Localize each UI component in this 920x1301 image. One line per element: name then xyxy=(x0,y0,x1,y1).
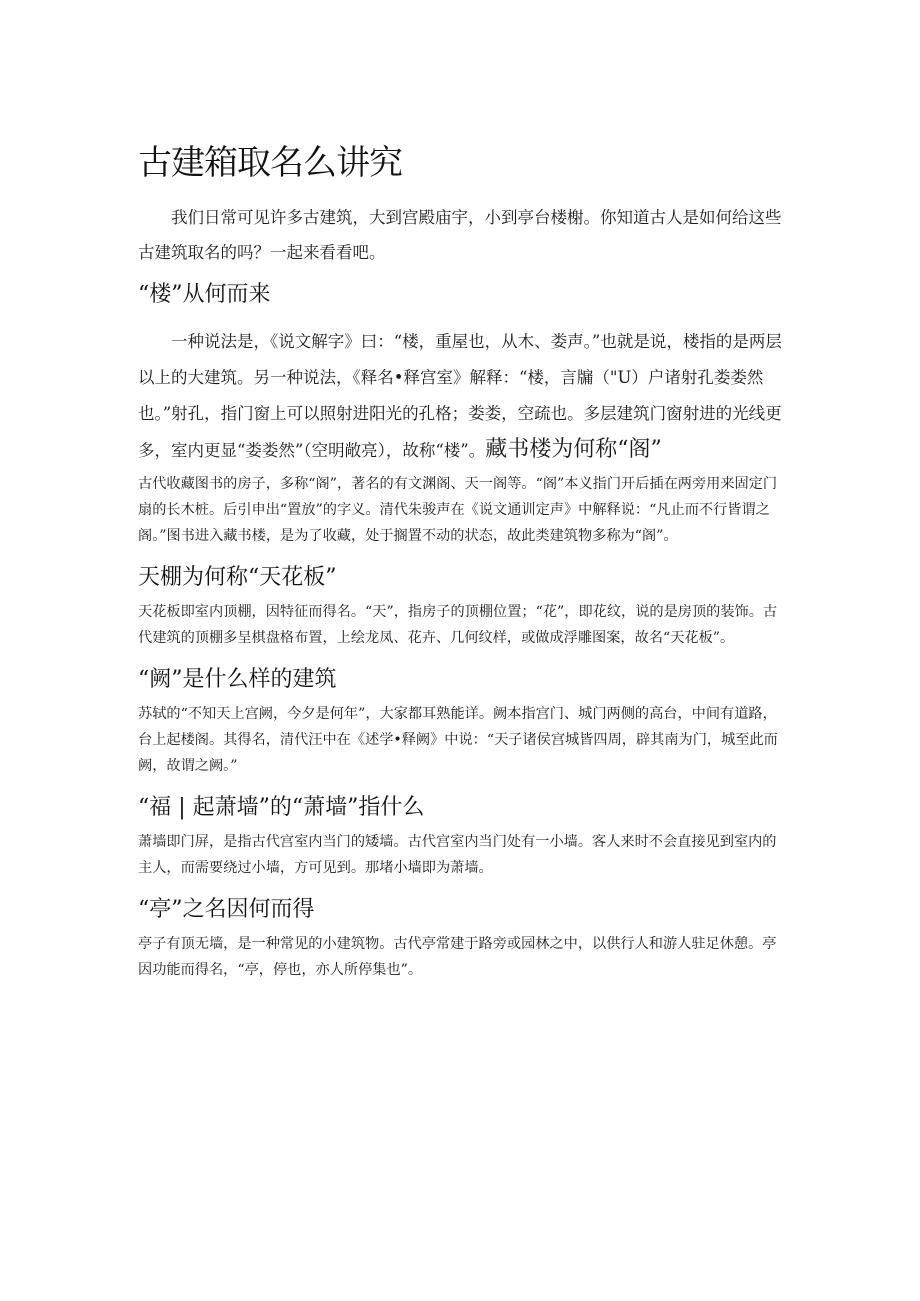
section-heading-ting: “亭”之名因何而得 xyxy=(138,897,315,922)
section-body-lou xyxy=(138,324,786,469)
section-heading-que: “阙”是什么样的建筑 xyxy=(138,667,337,692)
section-body-tianhuaban: 天花板即室内顶棚，因特征而得名。“天”，指房子的顶棚位置；“花”，即花纹，说的是房顶的装饰。古代建筑的顶棚多呈棋盘格布置，上绘龙凤、花卉、几何纹样，或做成浮雕图案，故名“天花板”。 xyxy=(138,604,778,646)
document-page xyxy=(138,140,786,983)
section-heading-ge: 藏书楼为何称“阁” xyxy=(485,437,662,462)
section-body-ting: 亭子有顶无墙，是一种常见的小建筑物。古代亭常建于路旁或园林之中，以供行人和游人驻足休憩。亭因功能而得名，“亭，停也，亦人所停集也”。 xyxy=(138,936,777,978)
section-body-que: 苏轼的“不知天上宫阙，今夕是何年”，大家都耳熟能详。阙本指宫门、城门两侧的高台，中间有道路，台上起楼阁。其得名，清代汪中在《述学•释阙》中说：“天子诸侯宫城皆四周，辟其南为门，城至此而阙，故谓之阙。” xyxy=(138,706,778,774)
section-heading-xiaoqiang: “福 | 起萧墙”的“萧墙”指什么 xyxy=(138,795,425,820)
intro-paragraph: 我们日常可见许多古建筑，大到宫殿庙宇，小到亭台楼榭。你知道古人是如何给这些古建筑取名的吗？一起来看看吧。 xyxy=(138,208,782,262)
section-body-lou-text: 一种说法是，《说文解字》曰：“楼，重屋也，从木、娄声。”也就是说，楼指的是两层以上的大建筑。另一种说法，《释名•释宫室》解释：“楼，言牖（"U）户诸射孔娄娄然也。”射孔，指门窗上可以照射进阳光的孔格；娄娄，空疏也。多层建筑门窗射进的光线更多，室内更显“娄娄然”（空明敞亮），故称“楼”。 xyxy=(138,332,782,460)
page-title: 古建箱取名么讲究 xyxy=(138,143,402,183)
section-heading-tianhuaban: 天棚为何称“天花板” xyxy=(138,565,337,590)
section-body-xiaoqiang: 萧墙即门屏，是指古代宫室内当门的矮墙。古代宫室内当门处有一小墙。客人来时不会直接见到室内的主人，而需要绕过小墙，方可见到。那堵小墙即为萧墙。 xyxy=(138,834,777,876)
section-body-ge: 古代收藏图书的房子，多称“阁”，著名的有文渊阁、天一阁等。“阁”本义指门开后插在两旁用来固定门扇的长木桩。后引申出“置放”的字义。清代朱骏声在《说文通训定声》中解释说：“凡止而不行皆谓之阁。”图书进入藏书楼，是为了收藏，处于搁置不动的状态，故此类建筑物多称为“阁”。 xyxy=(138,476,778,544)
section-heading-lou: “楼”从何而来 xyxy=(138,282,271,307)
